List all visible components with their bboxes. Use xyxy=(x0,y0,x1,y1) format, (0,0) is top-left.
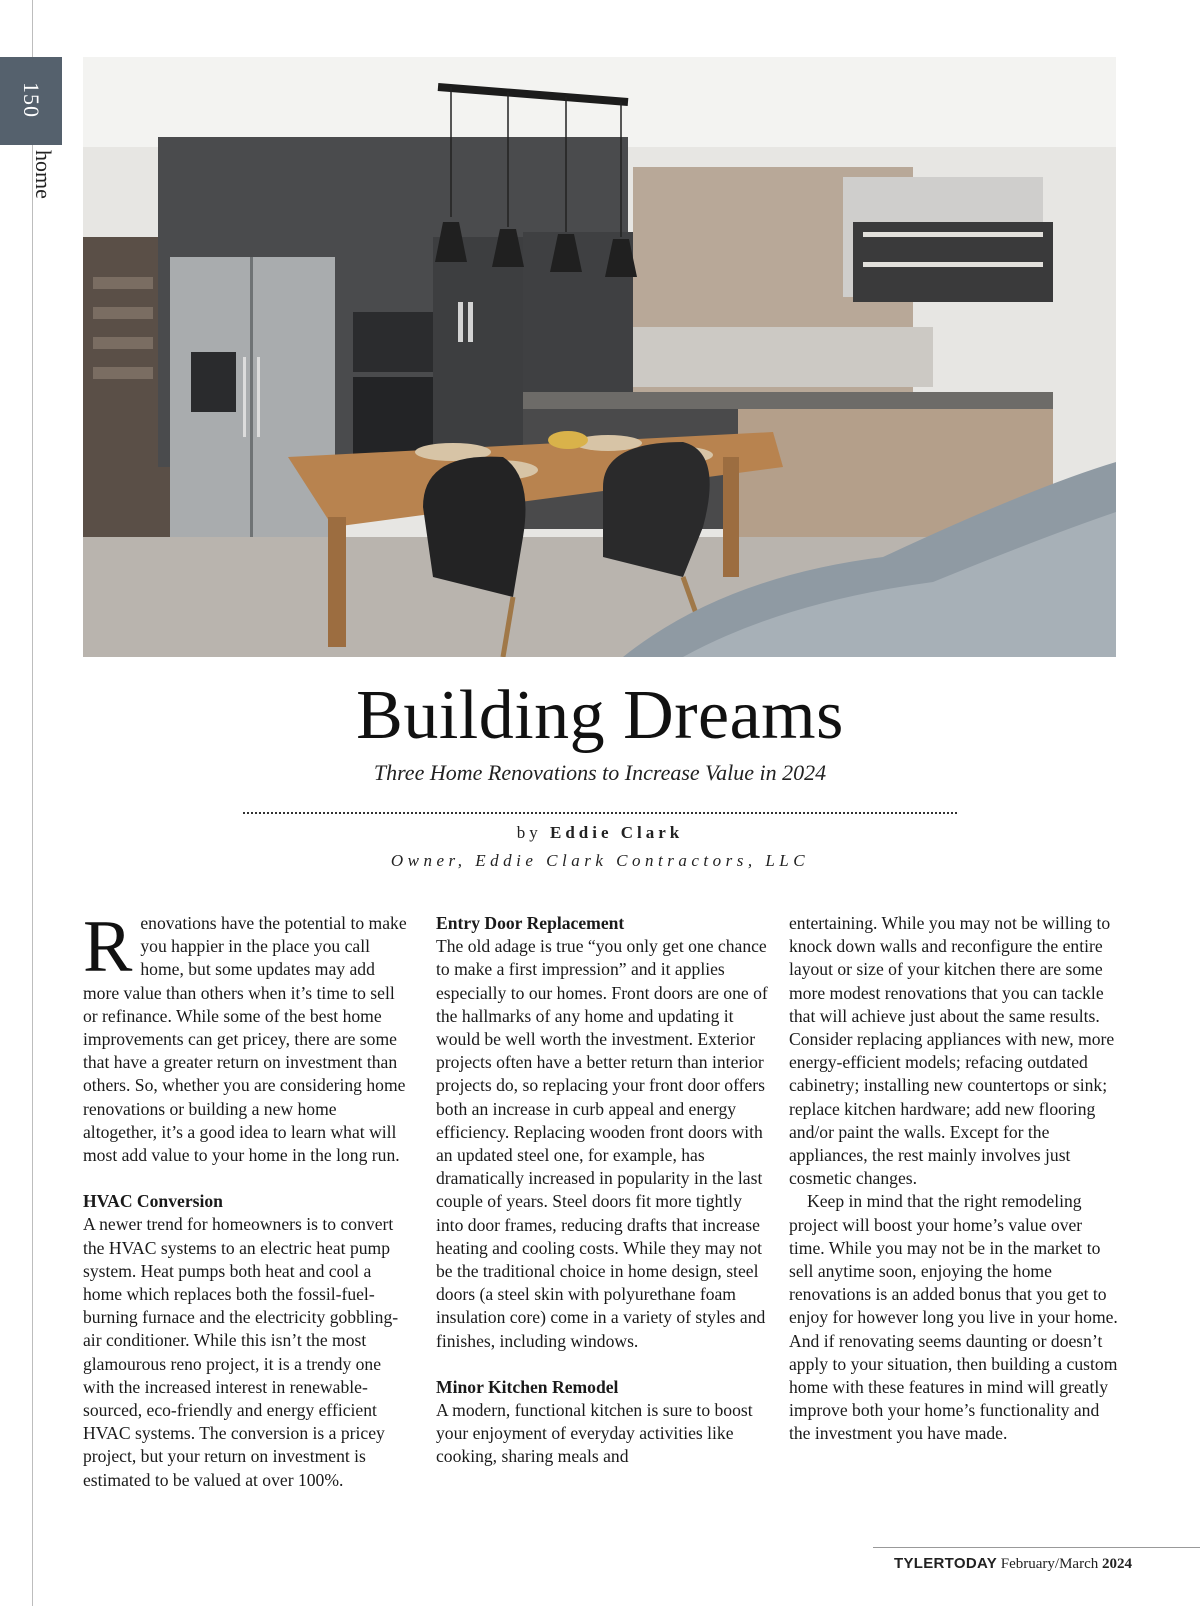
author-role: Owner, Eddie Clark Contractors, LLC xyxy=(390,851,810,870)
page-edge-line xyxy=(32,0,33,1606)
page-footer xyxy=(894,1555,1132,1573)
magazine-name: TYLERTODAY xyxy=(894,1555,998,1572)
door-paragraph: The old adage is true “you only get one chance to make a first impression” and it applies especially to our homes. Front doors are one of the hallmarks of any home and updating it would be well worth the investment. Exterior projects often have a better return than interior projects do, so replacing your front door offers both an increase in curb appeal and energy efficiency. Replacing wooden front doors with an updated steel one, for example, has dramatically increased in popularity in the last couple of years. Steel doors fit more tightly into door frames, reducing drafts that increase heating and cooling costs. While they may not be the traditional choice in home design, steel doors (a steel skin with polyurethane foam insulation core) come in a variety of styles and finishes, including windows. xyxy=(436,936,768,1351)
author-name: Eddie Clark xyxy=(549,823,684,842)
intro-paragraph xyxy=(83,906,413,1167)
article-column-3 xyxy=(789,912,1119,1446)
door-heading: Entry Door Replacement xyxy=(436,913,625,933)
footer-divider xyxy=(873,1547,1200,1548)
drop-cap: R xyxy=(83,906,133,988)
kitchen-paragraph-start: A modern, functional kitchen is sure to boost your enjoyment of everyday activities like cooking, sharing meals and xyxy=(436,1400,753,1467)
hvac-paragraph: A newer trend for homeowners is to convert the HVAC systems to an electric heat pump system. Heat pumps both heat and cool a home which replaces both the fossil-fuel-burning furnace and the electricity gobbling-air conditioner. While this isn’t the most glamourous reno project, it is a trendy one with the increased interest in renewable-sourced, eco-friendly and energy efficient HVAC systems. The conversion is a pricey project, but your return on investment is estimated to be valued at over 100%. xyxy=(83,1214,399,1490)
title-divider xyxy=(243,812,957,814)
issue-year: 2024 xyxy=(1102,1556,1132,1572)
kitchen-photo xyxy=(83,57,1116,657)
intro-text: enovations have the potential to make you happier in the place you call home, but some updates may add more value than others when it’s time to sell or refinance. While some of the best home improvements can get pricey, there are some that have a greater return on investment than others. So, whether you are considering home renovations or building a new home altogether, it’s a good idea to learn what will most add value to your home in the long run. xyxy=(83,913,407,1166)
byline-prefix: by xyxy=(516,823,542,842)
article-column-1 xyxy=(83,906,413,1492)
article-column-2 xyxy=(436,912,768,1469)
issue-months: February/March xyxy=(1000,1556,1099,1572)
article-subtitle: Three Home Renovations to Increase Value in 2024 xyxy=(373,760,827,785)
hvac-heading: HVAC Conversion xyxy=(83,1191,223,1212)
closing-paragraph: Keep in mind that the right remodeling project will boost your home’s value over time. While you may not be in the market to sell anytime soon, enjoying the home renovations is an added bonus that you get to enjoy for however long you live in your home. And if renovating seems daunting or doesn’t apply to your situation, then building a custom home with these features in mind will greatly improve both your home’s functionality and the investment you have made. xyxy=(789,1191,1118,1444)
kitchen-paragraph-continued: entertaining. While you may not be willing to knock down walls and reconfigure the entire layout or size of your kitchen there are some more modest renovations that you can tackle that will achieve just about the same results. Consider replacing appliances with new, more energy-efficient models; refacing outdated cabinetry; installing new countertops or sink; replace kitchen hardware; add new flooring and/or paint the walls. Except for the appliances, the rest mainly involves just cosmetic changes. xyxy=(789,913,1115,1189)
section-label: home xyxy=(31,150,56,199)
kitchen-heading: Minor Kitchen Remodel xyxy=(436,1376,619,1397)
byline xyxy=(0,823,1200,843)
article-title: Building Dreams xyxy=(356,677,844,754)
page-number: 150 xyxy=(19,82,44,118)
